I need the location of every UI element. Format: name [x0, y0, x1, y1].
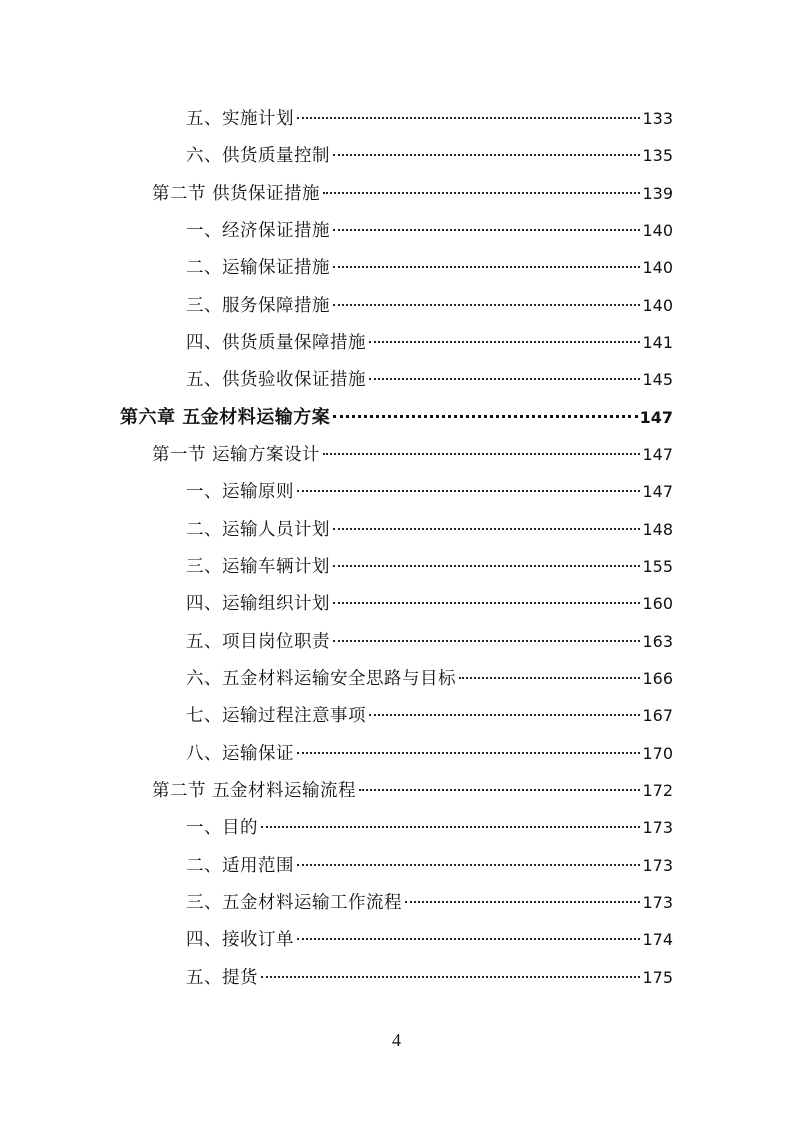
toc-entry-page: 175 — [642, 968, 673, 987]
toc-entry-page: 147 — [639, 408, 673, 427]
toc-entry-title: 八、运输保证 — [186, 744, 294, 764]
toc-entry-page: 170 — [642, 744, 673, 763]
dot-leader — [297, 490, 640, 492]
toc-entry-page: 140 — [642, 296, 673, 315]
toc-entry-page: 145 — [642, 370, 673, 389]
toc-entry[interactable] — [186, 627, 673, 657]
toc-entry[interactable] — [186, 291, 673, 321]
dot-leader — [297, 864, 640, 866]
toc-entry[interactable] — [186, 365, 673, 395]
toc-entry[interactable] — [186, 701, 673, 731]
toc-entry-page: 140 — [642, 221, 673, 240]
toc-entry-title: 四、运输组织计划 — [186, 594, 330, 614]
toc-entry-page: 155 — [642, 557, 673, 576]
dot-leader — [333, 640, 640, 642]
toc-entry-title: 一、运输原则 — [186, 482, 294, 502]
toc-entry[interactable] — [186, 739, 673, 769]
toc-entry[interactable] — [186, 963, 673, 993]
toc-entry-page: 148 — [642, 520, 673, 539]
toc-entry[interactable] — [186, 589, 673, 619]
toc-entry-page: 160 — [642, 594, 673, 613]
dot-leader — [369, 714, 640, 716]
toc-entry-page: 173 — [642, 893, 673, 912]
dot-leader — [297, 752, 640, 754]
toc-entry-chapter[interactable] — [120, 403, 673, 433]
dot-leader — [333, 415, 637, 418]
toc-entry[interactable] — [152, 776, 673, 806]
dot-leader — [369, 378, 640, 380]
toc-entry-title: 第二节 五金材料运输流程 — [152, 781, 357, 801]
toc-entry-title: 三、运输车辆计划 — [186, 557, 330, 577]
toc-entry-title: 二、运输保证措施 — [186, 258, 330, 278]
dot-leader — [333, 304, 640, 306]
toc-entry[interactable] — [186, 851, 673, 881]
toc-entry-page: 147 — [642, 482, 673, 501]
toc-entry[interactable] — [186, 813, 673, 843]
toc-entry-page: 167 — [642, 706, 673, 725]
toc-entry-page: 174 — [642, 930, 673, 949]
toc-entry-page: 147 — [642, 445, 673, 464]
dot-leader — [359, 789, 640, 791]
toc-entry-page: 135 — [642, 146, 673, 165]
toc-entry-page: 163 — [642, 632, 673, 651]
page-number: 4 — [392, 1030, 401, 1050]
dot-leader — [261, 826, 640, 828]
toc-entry-title: 一、经济保证措施 — [186, 221, 330, 241]
toc-entry-title: 二、运输人员计划 — [186, 520, 330, 540]
dot-leader — [405, 901, 640, 903]
toc-entry[interactable] — [152, 179, 673, 209]
dot-leader — [333, 565, 640, 567]
toc-entry[interactable] — [186, 328, 673, 358]
toc-entry[interactable] — [186, 477, 673, 507]
toc-entry[interactable] — [186, 888, 673, 918]
dot-leader — [369, 341, 640, 343]
dot-leader — [333, 154, 640, 156]
toc-entry-page: 173 — [642, 856, 673, 875]
toc-entry[interactable] — [186, 216, 673, 246]
dot-leader — [261, 976, 640, 978]
toc-entry-title: 二、适用范围 — [186, 856, 294, 876]
toc-entry-page: 173 — [642, 818, 673, 837]
toc-entry-title: 五、实施计划 — [186, 109, 294, 129]
toc-entry-page: 172 — [642, 781, 673, 800]
toc-entry-title: 第一节 运输方案设计 — [152, 445, 321, 465]
toc-entry-title: 五、项目岗位职责 — [186, 632, 330, 652]
toc-entry-title: 一、目的 — [186, 818, 258, 838]
toc-entry[interactable] — [186, 925, 673, 955]
toc-entry-page: 141 — [642, 333, 673, 352]
toc-entry-title: 三、五金材料运输工作流程 — [186, 893, 402, 913]
dot-leader — [323, 453, 640, 455]
dot-leader — [297, 938, 640, 940]
toc-entry-title: 六、五金材料运输安全思路与目标 — [186, 669, 456, 689]
toc-entry[interactable] — [186, 515, 673, 545]
toc-entry-page: 140 — [642, 258, 673, 277]
toc-entry-title: 五、供货验收保证措施 — [186, 370, 366, 390]
toc-entry-title: 四、供货质量保障措施 — [186, 333, 366, 353]
toc-entry-title: 四、接收订单 — [186, 930, 294, 950]
toc-entry-title: 三、服务保障措施 — [186, 296, 330, 316]
toc-entry-title: 第六章 五金材料运输方案 — [120, 407, 331, 428]
dot-leader — [333, 528, 640, 530]
dot-leader — [333, 602, 640, 604]
dot-leader — [459, 677, 640, 679]
toc-entry-title: 六、供货质量控制 — [186, 146, 330, 166]
toc-entry[interactable] — [186, 664, 673, 694]
toc-entry[interactable] — [186, 104, 673, 134]
toc-entry-page: 133 — [642, 109, 673, 128]
toc-entry-page: 139 — [642, 184, 673, 203]
toc-entry-title: 五、提货 — [186, 968, 258, 988]
toc-entry[interactable] — [186, 141, 673, 171]
dot-leader — [297, 117, 640, 119]
toc-entry[interactable] — [186, 552, 673, 582]
toc-entry[interactable] — [152, 440, 673, 470]
dot-leader — [333, 266, 640, 268]
toc-entry-page: 166 — [642, 669, 673, 688]
toc-entry-title: 七、运输过程注意事项 — [186, 706, 366, 726]
toc-entry-title: 第二节 供货保证措施 — [152, 184, 321, 204]
dot-leader — [323, 192, 640, 194]
dot-leader — [333, 229, 640, 231]
toc-entry[interactable] — [186, 253, 673, 283]
